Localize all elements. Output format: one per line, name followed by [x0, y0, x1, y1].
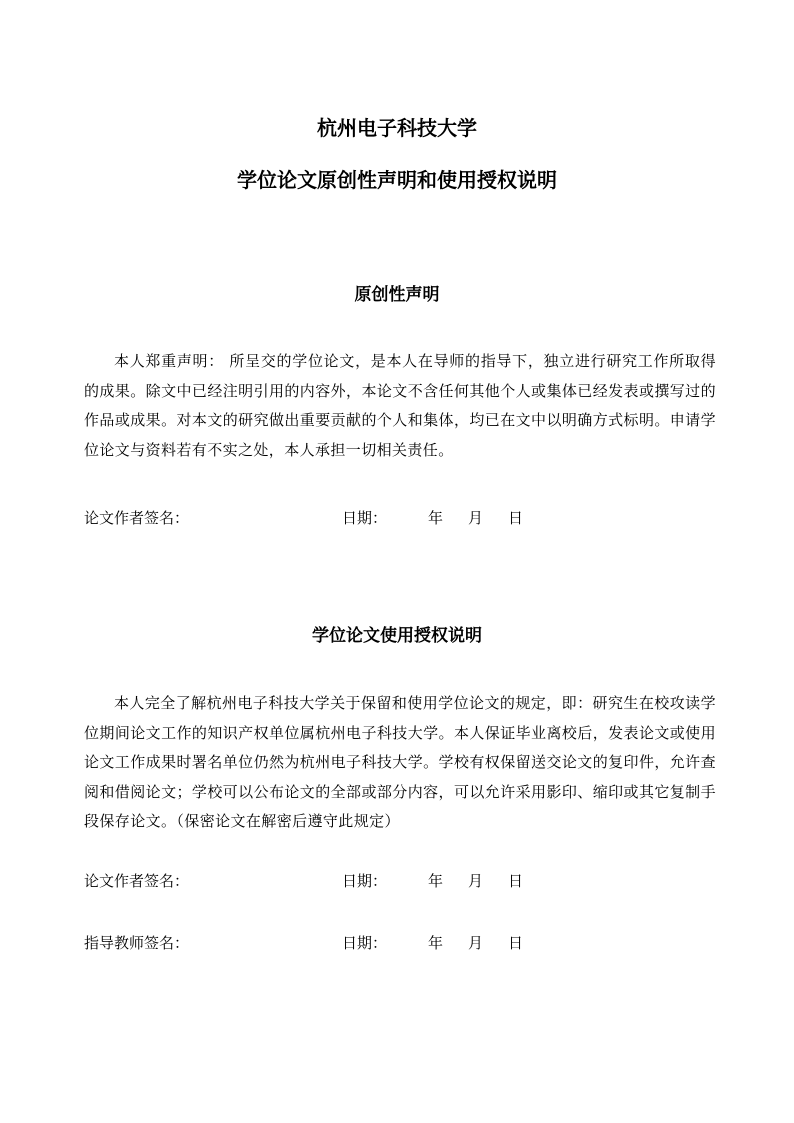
university-name: 杭州电子科技大学: [317, 116, 477, 140]
authorization-author-signature-row: [84, 869, 716, 893]
advisor-signature-label: 指导教师签名：: [84, 934, 190, 952]
month-label: 月: [468, 934, 484, 952]
year-label: 年: [428, 509, 444, 527]
originality-statement: 本人郑重声明： 所呈交的学位论文，是本人在导师的指导下，独立进行研究工作所取得的成果。除文中已经注明引用的内容外，本论文不含任何其他个人或集体已经发表或撰写过的作品或成果。对本文的研究做出重要贡献的个人和集体，均已在文中以明确方式标明。申请学位论文与资料若有不实之处，本人承担一切相关责任。: [84, 352, 716, 459]
month-label: 月: [468, 509, 484, 527]
author-signature-label: 论文作者签名：: [84, 509, 190, 527]
date-label: 日期：: [342, 509, 388, 527]
day-label: 日: [508, 934, 524, 952]
year-label: 年: [428, 872, 444, 890]
month-label: 月: [468, 872, 484, 890]
year-label: 年: [428, 934, 444, 952]
author-signature-label: 论文作者签名：: [84, 872, 190, 890]
originality-signature-row: [84, 506, 716, 530]
advisor-signature-row: [84, 931, 716, 955]
day-label: 日: [508, 872, 524, 890]
document-title: 学位论文原创性声明和使用授权说明: [237, 168, 557, 192]
authorization-statement: 本人完全了解杭州电子科技大学关于保留和使用学位论文的规定，即：研究生在校攻读学位期间论文工作的知识产权单位属杭州电子科技大学。本人保证毕业离校后，发表论文或使用论文工作成果时署名单位仍然为杭州电子科技大学。学校有权保留送交论文的复印件，允许查阅和借阅论文；学校可以公布论文的全部或部分内容，可以允许采用影印、缩印或其它复制手段保存论文。（保密论文在解密后遵守此规定）: [84, 694, 716, 830]
originality-heading: 原创性声明: [354, 285, 440, 305]
date-label: 日期：: [342, 934, 388, 952]
date-label: 日期：: [342, 872, 388, 890]
day-label: 日: [508, 509, 524, 527]
authorization-heading: 学位论文使用授权说明: [312, 626, 482, 646]
